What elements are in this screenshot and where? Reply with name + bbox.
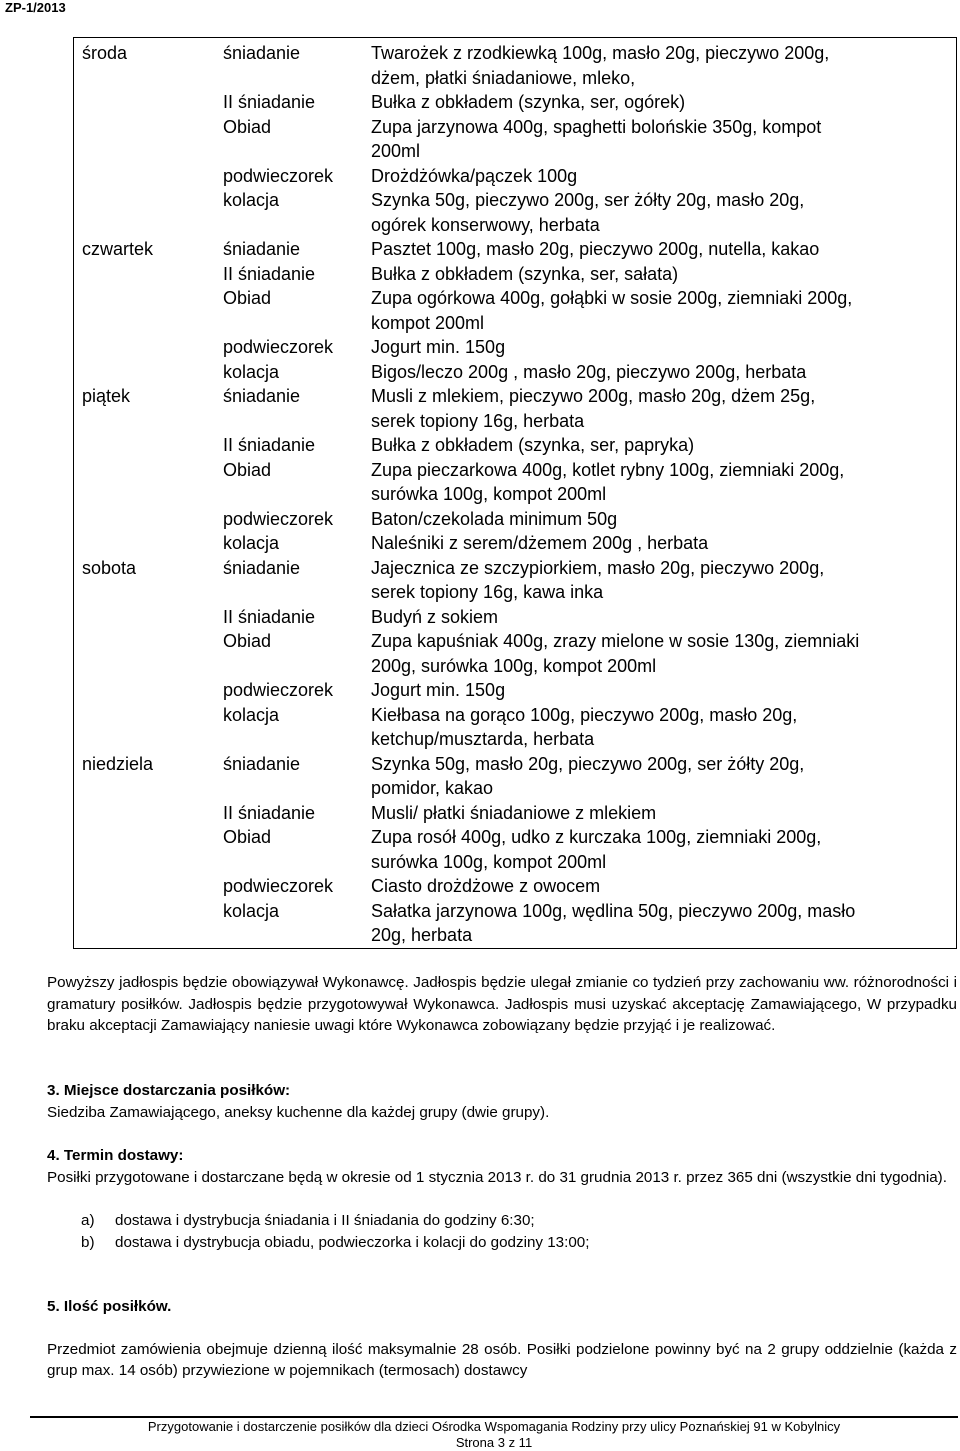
list-item xyxy=(81,1210,957,1232)
section-delivery-place xyxy=(47,1080,957,1123)
table-row xyxy=(74,899,956,948)
description-line: Twarożek z rzodkiewką 100g, masło 20g, pieczywo 200g, xyxy=(371,43,830,63)
meal-cell: kolacja xyxy=(223,190,280,210)
description-line: surówka 100g, kompot 200ml xyxy=(371,851,607,872)
day-block xyxy=(74,556,956,752)
description-line: Musli/ płatki śniadaniowe z mlekiem xyxy=(371,802,657,823)
table-row xyxy=(74,752,956,801)
description-line: Zupa ogórkowa 400g, gołąbki w sosie 200g, ziemniaki 200g, xyxy=(371,288,853,308)
meal-cell: II śniadanie xyxy=(223,606,316,627)
footer-title: Przygotowanie i dostarczenie posiłków dla dzieci Ośrodka Wspomagania Rodziny przy ulicy Poznańskiej 91 w Kobylnicy xyxy=(147,1419,841,1434)
description-line: Bułka z obkładem (szynka, ser, sałata) xyxy=(371,263,679,284)
list-text: dostawa i dystrybucja obiadu, podwieczorka i kolacji do godziny 13:00; xyxy=(115,1233,590,1251)
day-cell xyxy=(74,458,223,507)
description-line: Jogurt min. 150g xyxy=(371,337,506,357)
meal-cell: Obiad xyxy=(223,827,272,847)
description-line: 20g, herbata xyxy=(371,925,473,945)
table-row xyxy=(74,384,956,433)
day-cell: niedziela xyxy=(82,753,154,774)
day-cell xyxy=(74,531,223,556)
meal-description-cell xyxy=(371,262,956,287)
description-line: serek topiony 16g, kawa inka xyxy=(371,582,604,602)
description-line: Zupa pieczarkowa 400g, kotlet rybny 100g, ziemniaki 200g, xyxy=(371,459,845,480)
meal-description-cell xyxy=(371,752,956,801)
meal-description-cell xyxy=(371,899,956,948)
meal-description-cell xyxy=(371,507,956,532)
description-line: Baton/czekolada minimum 50g xyxy=(371,508,618,529)
meal-description-cell xyxy=(371,237,956,262)
section-title: 5. Ilość posiłków. xyxy=(47,1298,172,1315)
table-row xyxy=(74,335,956,360)
description-line: Budyń z sokiem xyxy=(371,606,499,627)
table-row xyxy=(74,629,956,678)
day-cell xyxy=(74,360,223,385)
meal-cell: Obiad xyxy=(223,631,272,651)
description-line: Jogurt min. 150g xyxy=(371,680,506,700)
day-cell xyxy=(74,605,223,630)
day-block xyxy=(74,41,956,237)
day-cell: piątek xyxy=(82,386,131,406)
section-text: Przedmiot zamówienia obejmuje dzienną ilość maksymalnie 28 osób. Posiłki podzielone powinny być na 2 grupy oddzielnie (każda z grup max. 14 osób) przywiezione w pojemnikach (termosach) dostawcy xyxy=(47,1340,957,1379)
meal-description-cell xyxy=(371,531,956,556)
day-cell xyxy=(74,115,223,164)
meal-cell: II śniadanie xyxy=(223,92,316,112)
day-cell xyxy=(74,262,223,287)
section-delivery-term xyxy=(47,1145,957,1253)
meal-description-cell xyxy=(371,433,956,458)
description-line: kompot 200ml xyxy=(371,312,485,333)
meal-description-cell xyxy=(371,90,956,115)
table-row xyxy=(74,188,956,237)
day-cell xyxy=(74,433,223,458)
meal-description-cell xyxy=(371,703,956,752)
meal-cell: śniadanie xyxy=(223,753,301,774)
description-line: Kiełbasa na gorąco 100g, pieczywo 200g, masło 20g, xyxy=(371,704,798,725)
description-line: Naleśniki z serem/dżemem 200g , herbata xyxy=(371,533,709,553)
section-text: Siedziba Zamawiającego, aneksy kuchenne dla każdej grupy (dwie grupy). xyxy=(47,1103,550,1121)
description-line: Ciasto drożdżowe z owocem xyxy=(371,876,601,896)
description-line: Bigos/leczo 200g , masło 20g, pieczywo 200g, herbata xyxy=(371,361,807,382)
table-row xyxy=(74,237,956,262)
description-line: dżem, płatki śniadaniowe, mleko, xyxy=(371,67,636,88)
section-title: 3. Miejsce dostarczania posiłków: xyxy=(47,1082,291,1099)
description-line: 200ml xyxy=(371,141,421,161)
table-row xyxy=(74,41,956,90)
description-line: serek topiony 16g, herbata xyxy=(371,410,585,431)
table-row xyxy=(74,678,956,703)
meal-cell: śniadanie xyxy=(223,557,301,578)
day-cell xyxy=(74,874,223,899)
description-line: pomidor, kakao xyxy=(371,778,494,798)
meal-cell: kolacja xyxy=(223,533,280,553)
day-cell xyxy=(74,286,223,335)
page-number: Strona 3 z 11 xyxy=(455,1435,533,1450)
meal-description-cell xyxy=(371,188,956,237)
meal-description-cell xyxy=(371,335,956,360)
meal-description-cell xyxy=(371,556,956,605)
meal-description-cell xyxy=(371,605,956,630)
list-marker: a) xyxy=(81,1212,95,1229)
meal-description-cell xyxy=(371,384,956,433)
meal-cell: podwieczorek xyxy=(223,876,334,896)
day-cell xyxy=(74,164,223,189)
meal-cell: podwieczorek xyxy=(223,680,334,700)
day-cell xyxy=(74,629,223,678)
meal-cell: kolacja xyxy=(223,361,280,382)
description-line: ogórek konserwowy, herbata xyxy=(371,214,600,235)
day-cell xyxy=(74,678,223,703)
meal-description-cell xyxy=(371,164,956,189)
day-cell xyxy=(74,801,223,826)
page-footer xyxy=(30,1419,958,1451)
menu-table xyxy=(73,37,957,949)
table-row xyxy=(74,801,956,826)
meal-description-cell xyxy=(371,825,956,874)
description-line: Jajecznica ze szczypiorkiem, masło 20g, pieczywo 200g, xyxy=(371,557,825,578)
meal-description-cell xyxy=(371,874,956,899)
table-row xyxy=(74,874,956,899)
description-line: Sałatka jarzynowa 100g, wędlina 50g, pieczywo 200g, masło xyxy=(371,900,856,921)
section-meal-count xyxy=(47,1296,957,1382)
meal-cell: II śniadanie xyxy=(223,435,316,455)
day-cell xyxy=(74,188,223,237)
list-text: dostawa i dystrybucja śniadania i II śniadania do godziny 6:30; xyxy=(115,1212,535,1229)
day-block xyxy=(74,752,956,948)
table-row xyxy=(74,115,956,164)
description-line: Zupa rosół 400g, udko z kurczaka 100g, ziemniaki 200g, xyxy=(371,827,822,847)
table-row xyxy=(74,164,956,189)
meal-description-cell xyxy=(371,286,956,335)
day-cell xyxy=(74,825,223,874)
table-row xyxy=(74,286,956,335)
description-line: ketchup/musztarda, herbata xyxy=(371,729,595,749)
meal-cell: podwieczorek xyxy=(223,337,334,357)
list-item xyxy=(81,1232,957,1254)
meal-cell: śniadanie xyxy=(223,239,301,259)
description-line: 200g, surówka 100g, kompot 200ml xyxy=(371,655,657,676)
meal-cell: podwieczorek xyxy=(223,165,334,186)
meal-cell: kolacja xyxy=(223,900,280,921)
day-cell: sobota xyxy=(82,557,137,578)
meal-description-cell xyxy=(371,115,956,164)
meal-cell: Obiad xyxy=(223,288,272,308)
table-row xyxy=(74,433,956,458)
meal-cell: śniadanie xyxy=(223,43,301,63)
table-row xyxy=(74,507,956,532)
meal-description-cell xyxy=(371,678,956,703)
menu-notes: Powyższy jadłospis będzie obowiązywał Wykonawcę. Jadłospis będzie ulegał zmianie co tydzień przy zachowaniu ww. różnorodności i gramatury posiłków. Jadłospis będzie przygotowywał Wykonawca. Jadłospis musi uzyskać akceptację Zamawiającego, W przypadku braku akceptacji Zamawiający naniesie uwagi które Wykonawca zobowiązany będzie przyjąć i je realizować. xyxy=(47,974,957,1034)
description-line: surówka 100g, kompot 200ml xyxy=(371,484,607,504)
meal-cell: Obiad xyxy=(223,116,272,137)
table-row xyxy=(74,360,956,385)
table-row xyxy=(74,262,956,287)
table-row xyxy=(74,90,956,115)
meal-cell: II śniadanie xyxy=(223,802,316,823)
description-line: Szynka 50g, masło 20g, pieczywo 200g, ser żółty 20g, xyxy=(371,753,805,774)
meal-cell: Obiad xyxy=(223,459,272,480)
section-text: Posiłki przygotowane i dostarczane będą w okresie od 1 stycznia 2013 r. do 31 grudnia 2013 r. przez 365 dni (wszystkie dni tygodnia). xyxy=(47,1168,947,1186)
meal-cell: kolacja xyxy=(223,704,280,725)
table-row xyxy=(74,825,956,874)
meal-description-cell xyxy=(371,360,956,385)
meal-description-cell xyxy=(371,801,956,826)
day-cell xyxy=(74,899,223,948)
table-row xyxy=(74,703,956,752)
footer-divider xyxy=(30,1416,958,1418)
description-line: Bułka z obkładem (szynka, ser, ogórek) xyxy=(371,92,686,112)
section-title: 4. Termin dostawy: xyxy=(47,1147,184,1164)
description-line: Pasztet 100g, masło 20g, pieczywo 200g, nutella, kakao xyxy=(371,239,820,259)
day-block xyxy=(74,237,956,384)
description-line: Zupa kapuśniak 400g, zrazy mielone w sosie 130g, ziemniaki xyxy=(371,631,860,651)
description-line: Musli z mlekiem, pieczywo 200g, masło 20g, dżem 25g, xyxy=(371,386,816,406)
table-row xyxy=(74,556,956,605)
description-line: Bułka z obkładem (szynka, ser, papryka) xyxy=(371,435,695,455)
document-code: ZP-1/2013 xyxy=(5,0,66,15)
meal-description-cell xyxy=(371,629,956,678)
description-line: Szynka 50g, pieczywo 200g, ser żółty 20g, masło 20g, xyxy=(371,190,805,210)
day-cell: czwartek xyxy=(82,239,154,259)
meal-description-cell xyxy=(371,41,956,90)
day-cell xyxy=(74,703,223,752)
day-cell xyxy=(74,90,223,115)
description-line: Drożdżówka/pączek 100g xyxy=(371,165,578,186)
day-cell xyxy=(74,507,223,532)
description-line: Zupa jarzynowa 400g, spaghetti bolońskie 350g, kompot xyxy=(371,116,822,137)
day-cell: środa xyxy=(82,43,128,63)
meal-cell: śniadanie xyxy=(223,386,301,406)
list-marker: b) xyxy=(81,1233,95,1251)
meal-cell: podwieczorek xyxy=(223,508,334,529)
meal-description-cell xyxy=(371,458,956,507)
day-block xyxy=(74,384,956,556)
meal-cell: II śniadanie xyxy=(223,263,316,284)
table-row xyxy=(74,458,956,507)
day-cell xyxy=(74,335,223,360)
table-row xyxy=(74,531,956,556)
table-row xyxy=(74,605,956,630)
